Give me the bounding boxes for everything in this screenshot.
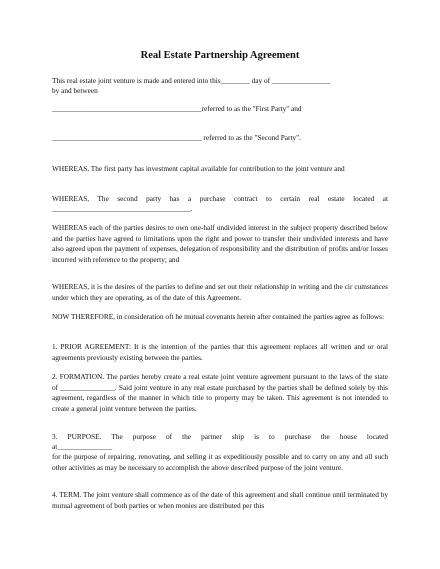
section-purpose-blank: at_______________ — [52, 442, 112, 451]
whereas-paragraph-2-blank: ______________________________________. — [52, 204, 193, 213]
first-party-line: _________________________________________referred to as the "First Party" and — [52, 104, 302, 113]
section-prior-agreement: 1. PRIOR AGREEMENT: It is the intention of the parties that this agreement replaces all written and or oral agreements previously existing between the parties. — [52, 342, 388, 362]
second-party-line: _________________________________________ referred to as the "Second Party". — [52, 133, 301, 142]
document-title: Real Estate Partnership Agreement — [140, 50, 300, 61]
section-term: 4. TERM. The joint venture shall commence as of the date of this agreement and shall continue until terminated by mutual agreement of both parties or when monies are distributed per this — [52, 490, 388, 510]
section-purpose-heading-line: 3. PURPOSE. The purpose of the partner ship is to purchase the house located — [52, 432, 388, 441]
whereas-paragraph-4: WHEREAS, it is the desires of the parties to define and set out their relationship in writing and the cir cumstances under which they are operating, as of the date of this Agreement. — [52, 282, 388, 302]
now-therefore-paragraph: NOW THEREFORE, in consideration oft he mutual covenants herein after contained the parties agree as follows: — [52, 312, 385, 321]
whereas-paragraph-2: WHEREAS, The second party has a purchase contract to certain real estate located at — [52, 194, 388, 203]
section-formation: 2. FORMATION. The parties hereby create a real estate joint venture agreement pursuant to the laws of the state of _______________. Said joint venture in any real estate purchased by the parties shall be defined solely by this agreement, regardless of the manner in which title to property may be taken. This agreement is not intended to create a general joint venture between the parties. — [52, 372, 388, 413]
whereas-paragraph-1: WHEREAS, The first party has investment capital available for contribution to the joint venture and — [52, 164, 345, 173]
whereas-paragraph-3: WHEREAS each of the parties desires to own one-half undivided interest in the subject property described below and the parties have agreed to limitations upon the right and power to transfer their undivided interests and have also agreed upon the payment of expenses, delegation of responsibility and the distribution of profits and/or losses incurred with reference to the property; and — [52, 223, 388, 264]
intro-line: This real estate joint venture is made and entered into this________ day of ________________ — [52, 76, 331, 85]
section-purpose: for the purpose of repairing, renovating, and selling it as expeditiously possible and to carry on any and all such other activities as may be necessary to accomplish the above described purpose of the joint venture. — [52, 452, 388, 472]
intro-line-parties: by and between — [52, 86, 98, 95]
